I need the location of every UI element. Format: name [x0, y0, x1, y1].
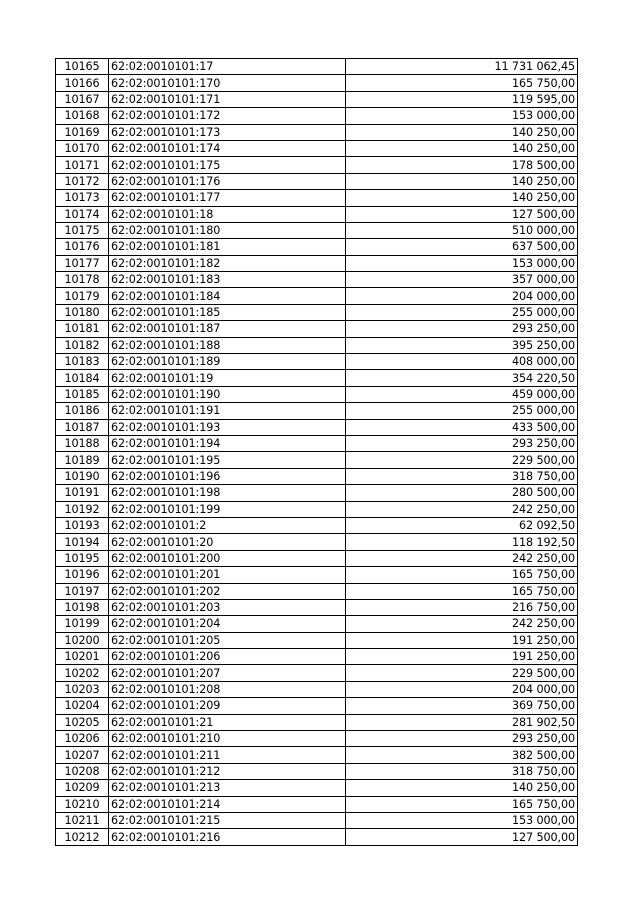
row-number-cell: 10203: [56, 681, 109, 697]
table-row: [56, 173, 578, 189]
row-number-cell: 10173: [56, 190, 109, 206]
cadastral-value-cell: 354 220,50: [346, 370, 578, 386]
cadastral-value-cell: 433 500,00: [346, 419, 578, 435]
cadastral-number-cell: 62:02:0010101:170: [109, 75, 346, 91]
table-row: [56, 796, 578, 812]
cadastral-value-cell: 382 500,00: [346, 747, 578, 763]
row-number-cell: 10188: [56, 435, 109, 451]
row-number-cell: 10175: [56, 222, 109, 238]
table-row: [56, 321, 578, 337]
cadastral-value-cell: 153 000,00: [346, 108, 578, 124]
table-body: [56, 59, 578, 846]
table-row: [56, 649, 578, 665]
cadastral-value-cell: 140 250,00: [346, 190, 578, 206]
cadastral-number-cell: 62:02:0010101:184: [109, 288, 346, 304]
cadastral-number-cell: 62:02:0010101:189: [109, 354, 346, 370]
cadastral-value-cell: 178 500,00: [346, 157, 578, 173]
table-row: [56, 255, 578, 271]
table-row: [56, 632, 578, 648]
table-row: [56, 435, 578, 451]
table-row: [56, 714, 578, 730]
row-number-cell: 10174: [56, 206, 109, 222]
cadastral-number-cell: 62:02:0010101:174: [109, 140, 346, 156]
row-number-cell: 10176: [56, 239, 109, 255]
cadastral-number-cell: 62:02:0010101:196: [109, 468, 346, 484]
row-number-cell: 10182: [56, 337, 109, 353]
cadastral-number-cell: 62:02:0010101:19: [109, 370, 346, 386]
table-row: [56, 354, 578, 370]
cadastral-value-cell: 165 750,00: [346, 583, 578, 599]
table-row: [56, 665, 578, 681]
cadastral-number-cell: 62:02:0010101:208: [109, 681, 346, 697]
table-row: [56, 403, 578, 419]
table-row: [56, 599, 578, 615]
table-row: [56, 140, 578, 156]
row-number-cell: 10185: [56, 386, 109, 402]
cadastral-value-cell: 119 595,00: [346, 91, 578, 107]
table-row: [56, 698, 578, 714]
table-row: [56, 567, 578, 583]
cadastral-value-cell: 11 731 062,45: [346, 59, 578, 75]
row-number-cell: 10190: [56, 468, 109, 484]
table-row: [56, 829, 578, 845]
row-number-cell: 10184: [56, 370, 109, 386]
cadastral-number-cell: 62:02:0010101:172: [109, 108, 346, 124]
table-row: [56, 91, 578, 107]
cadastral-value-cell: 140 250,00: [346, 124, 578, 140]
row-number-cell: 10169: [56, 124, 109, 140]
row-number-cell: 10211: [56, 812, 109, 828]
cadastral-number-cell: 62:02:0010101:207: [109, 665, 346, 681]
table-row: [56, 550, 578, 566]
cadastral-number-cell: 62:02:0010101:177: [109, 190, 346, 206]
row-number-cell: 10197: [56, 583, 109, 599]
cadastral-value-cell: 191 250,00: [346, 632, 578, 648]
cadastral-value-cell: 204 000,00: [346, 681, 578, 697]
cadastral-number-cell: 62:02:0010101:198: [109, 485, 346, 501]
cadastral-value-cell: 127 500,00: [346, 206, 578, 222]
cadastral-value-cell: 293 250,00: [346, 731, 578, 747]
cadastral-number-cell: 62:02:0010101:187: [109, 321, 346, 337]
cadastral-value-cell: 255 000,00: [346, 304, 578, 320]
cadastral-value-cell: 510 000,00: [346, 222, 578, 238]
cadastral-number-cell: 62:02:0010101:21: [109, 714, 346, 730]
cadastral-value-cell: 118 192,50: [346, 534, 578, 550]
row-number-cell: 10193: [56, 517, 109, 533]
row-number-cell: 10177: [56, 255, 109, 271]
cadastral-value-cell: 165 750,00: [346, 567, 578, 583]
table-row: [56, 485, 578, 501]
row-number-cell: 10179: [56, 288, 109, 304]
row-number-cell: 10165: [56, 59, 109, 75]
table-row: [56, 222, 578, 238]
row-number-cell: 10196: [56, 567, 109, 583]
table-row: [56, 337, 578, 353]
cadastral-number-cell: 62:02:0010101:181: [109, 239, 346, 255]
table-row: [56, 731, 578, 747]
table-row: [56, 616, 578, 632]
table-row: [56, 108, 578, 124]
table-row: [56, 157, 578, 173]
cadastral-number-cell: 62:02:0010101:190: [109, 386, 346, 402]
table-row: [56, 763, 578, 779]
cadastral-value-cell: 140 250,00: [346, 780, 578, 796]
table-row: [56, 124, 578, 140]
row-number-cell: 10195: [56, 550, 109, 566]
table-row: [56, 583, 578, 599]
cadastral-value-cell: 459 000,00: [346, 386, 578, 402]
row-number-cell: 10166: [56, 75, 109, 91]
cadastral-number-cell: 62:02:0010101:214: [109, 796, 346, 812]
row-number-cell: 10200: [56, 632, 109, 648]
table-row: [56, 288, 578, 304]
cadastral-number-cell: 62:02:0010101:17: [109, 59, 346, 75]
row-number-cell: 10186: [56, 403, 109, 419]
cadastral-value-cell: 165 750,00: [346, 796, 578, 812]
table-row: [56, 517, 578, 533]
table-row: [56, 747, 578, 763]
cadastral-number-cell: 62:02:0010101:183: [109, 272, 346, 288]
table-row: [56, 272, 578, 288]
row-number-cell: 10204: [56, 698, 109, 714]
cadastral-value-cell: 242 250,00: [346, 550, 578, 566]
cadastral-value-cell: 255 000,00: [346, 403, 578, 419]
cadastral-number-cell: 62:02:0010101:210: [109, 731, 346, 747]
cadastral-number-cell: 62:02:0010101:211: [109, 747, 346, 763]
table-row: [56, 59, 578, 75]
table-row: [56, 780, 578, 796]
cadastral-value-cell: 293 250,00: [346, 435, 578, 451]
row-number-cell: 10207: [56, 747, 109, 763]
row-number-cell: 10178: [56, 272, 109, 288]
cadastral-value-cell: 229 500,00: [346, 665, 578, 681]
cadastral-number-cell: 62:02:0010101:194: [109, 435, 346, 451]
row-number-cell: 10181: [56, 321, 109, 337]
table-row: [56, 812, 578, 828]
table-row: [56, 681, 578, 697]
cadastral-value-cell: 153 000,00: [346, 812, 578, 828]
row-number-cell: 10198: [56, 599, 109, 615]
cadastral-value-cell: 127 500,00: [346, 829, 578, 845]
cadastral-number-cell: 62:02:0010101:18: [109, 206, 346, 222]
table-row: [56, 370, 578, 386]
cadastral-number-cell: 62:02:0010101:206: [109, 649, 346, 665]
cadastral-number-cell: 62:02:0010101:203: [109, 599, 346, 615]
cadastral-value-cell: 62 092,50: [346, 517, 578, 533]
cadastral-number-cell: 62:02:0010101:205: [109, 632, 346, 648]
cadastral-number-cell: 62:02:0010101:182: [109, 255, 346, 271]
cadastral-value-table: [55, 58, 578, 846]
row-number-cell: 10206: [56, 731, 109, 747]
row-number-cell: 10167: [56, 91, 109, 107]
cadastral-value-cell: 153 000,00: [346, 255, 578, 271]
cadastral-number-cell: 62:02:0010101:171: [109, 91, 346, 107]
row-number-cell: 10183: [56, 354, 109, 370]
row-number-cell: 10180: [56, 304, 109, 320]
cadastral-value-cell: 637 500,00: [346, 239, 578, 255]
cadastral-value-cell: 280 500,00: [346, 485, 578, 501]
cadastral-value-cell: 242 250,00: [346, 616, 578, 632]
row-number-cell: 10189: [56, 452, 109, 468]
row-number-cell: 10209: [56, 780, 109, 796]
row-number-cell: 10170: [56, 140, 109, 156]
cadastral-number-cell: 62:02:0010101:204: [109, 616, 346, 632]
cadastral-number-cell: 62:02:0010101:20: [109, 534, 346, 550]
row-number-cell: 10199: [56, 616, 109, 632]
table-row: [56, 190, 578, 206]
cadastral-value-cell: 318 750,00: [346, 468, 578, 484]
row-number-cell: 10172: [56, 173, 109, 189]
cadastral-value-cell: 395 250,00: [346, 337, 578, 353]
row-number-cell: 10168: [56, 108, 109, 124]
row-number-cell: 10208: [56, 763, 109, 779]
cadastral-number-cell: 62:02:0010101:188: [109, 337, 346, 353]
row-number-cell: 10205: [56, 714, 109, 730]
cadastral-number-cell: 62:02:0010101:202: [109, 583, 346, 599]
cadastral-value-cell: 165 750,00: [346, 75, 578, 91]
cadastral-number-cell: 62:02:0010101:2: [109, 517, 346, 533]
cadastral-number-cell: 62:02:0010101:212: [109, 763, 346, 779]
table-row: [56, 75, 578, 91]
cadastral-number-cell: 62:02:0010101:191: [109, 403, 346, 419]
cadastral-value-cell: 216 750,00: [346, 599, 578, 615]
table-row: [56, 452, 578, 468]
row-number-cell: 10187: [56, 419, 109, 435]
cadastral-value-cell: 408 000,00: [346, 354, 578, 370]
cadastral-number-cell: 62:02:0010101:176: [109, 173, 346, 189]
cadastral-number-cell: 62:02:0010101:213: [109, 780, 346, 796]
row-number-cell: 10192: [56, 501, 109, 517]
cadastral-number-cell: 62:02:0010101:201: [109, 567, 346, 583]
row-number-cell: 10212: [56, 829, 109, 845]
cadastral-number-cell: 62:02:0010101:199: [109, 501, 346, 517]
table-row: [56, 304, 578, 320]
cadastral-value-cell: 140 250,00: [346, 173, 578, 189]
row-number-cell: 10201: [56, 649, 109, 665]
cadastral-value-cell: 191 250,00: [346, 649, 578, 665]
cadastral-value-cell: 369 750,00: [346, 698, 578, 714]
row-number-cell: 10191: [56, 485, 109, 501]
cadastral-value-cell: 204 000,00: [346, 288, 578, 304]
cadastral-number-cell: 62:02:0010101:216: [109, 829, 346, 845]
cadastral-value-cell: 140 250,00: [346, 140, 578, 156]
cadastral-value-cell: 242 250,00: [346, 501, 578, 517]
table-row: [56, 386, 578, 402]
cadastral-value-cell: 318 750,00: [346, 763, 578, 779]
cadastral-value-cell: 281 902,50: [346, 714, 578, 730]
cadastral-number-cell: 62:02:0010101:200: [109, 550, 346, 566]
table-row: [56, 534, 578, 550]
row-number-cell: 10202: [56, 665, 109, 681]
cadastral-number-cell: 62:02:0010101:193: [109, 419, 346, 435]
table-row: [56, 206, 578, 222]
cadastral-number-cell: 62:02:0010101:215: [109, 812, 346, 828]
cadastral-number-cell: 62:02:0010101:173: [109, 124, 346, 140]
table-row: [56, 419, 578, 435]
table-row: [56, 501, 578, 517]
table-row: [56, 468, 578, 484]
cadastral-number-cell: 62:02:0010101:195: [109, 452, 346, 468]
cadastral-value-cell: 229 500,00: [346, 452, 578, 468]
cadastral-number-cell: 62:02:0010101:185: [109, 304, 346, 320]
cadastral-number-cell: 62:02:0010101:180: [109, 222, 346, 238]
row-number-cell: 10171: [56, 157, 109, 173]
cadastral-number-cell: 62:02:0010101:175: [109, 157, 346, 173]
row-number-cell: 10210: [56, 796, 109, 812]
cadastral-value-cell: 293 250,00: [346, 321, 578, 337]
cadastral-number-cell: 62:02:0010101:209: [109, 698, 346, 714]
row-number-cell: 10194: [56, 534, 109, 550]
cadastral-value-cell: 357 000,00: [346, 272, 578, 288]
table-row: [56, 239, 578, 255]
